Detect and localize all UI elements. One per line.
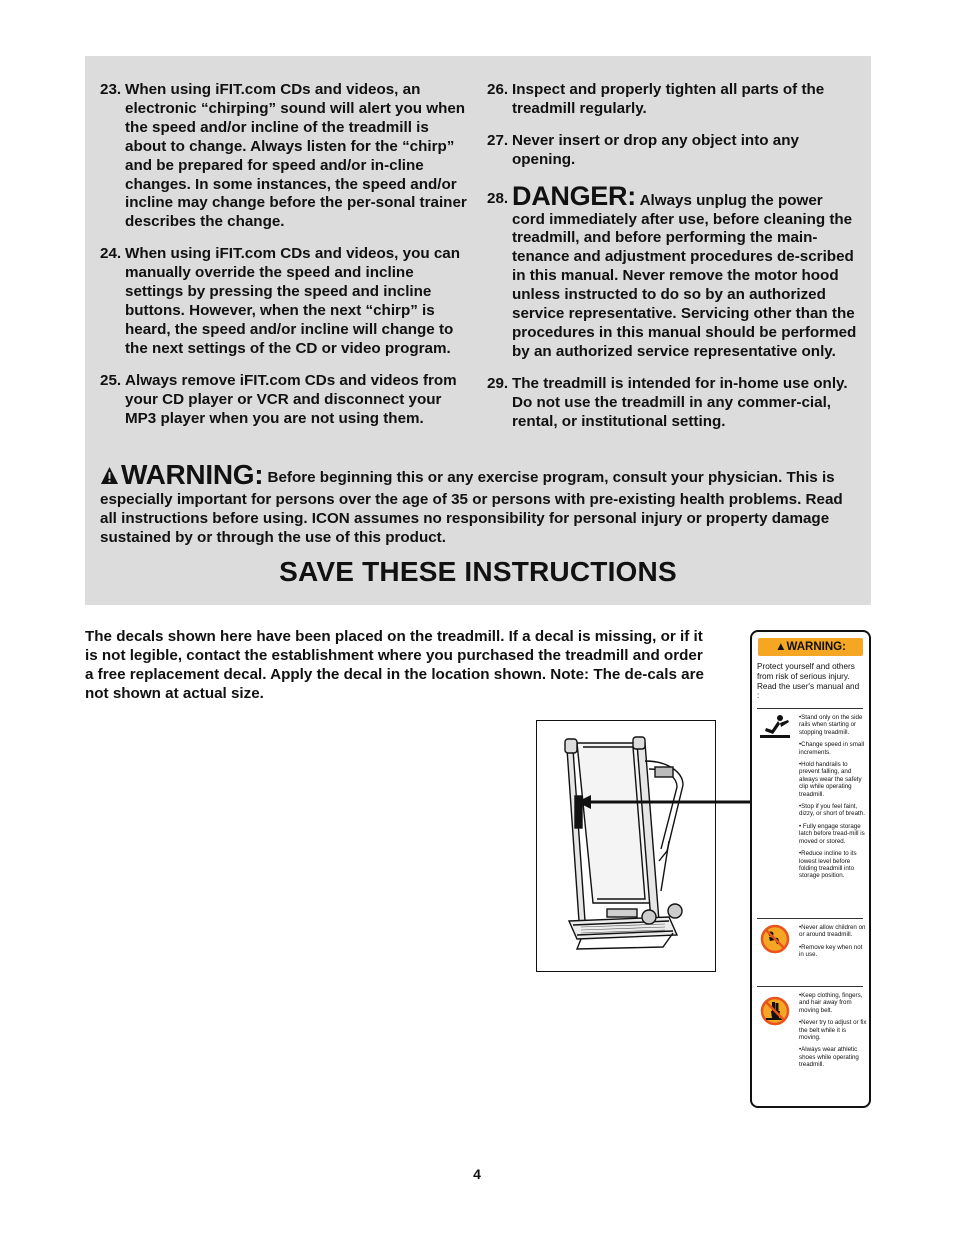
decal-bullet: •Hold handrails to prevent falling, and always wear the safety clip while operating treadmill.	[799, 761, 862, 798]
page-number: 4	[473, 1166, 481, 1182]
decal-divider	[757, 918, 863, 919]
stand-on-rails-icon	[758, 714, 792, 740]
instructions-right-column	[487, 81, 859, 445]
item-number: 25.	[100, 371, 122, 389]
item-number: 29.	[487, 374, 509, 392]
treadmill-illustration	[537, 721, 715, 971]
decal-intro-paragraph: The decals shown here have been placed on the treadmill. If a decal is missing, or if it is not legible, contact the establishment where you purchased the treadmill and order a free replacement decal. Apply the decal in the location shown. Note: The de-cals are not shown at actual size.	[85, 628, 704, 702]
warning-decal	[750, 630, 871, 1108]
item-number: 28.	[487, 189, 509, 207]
decal-bullet: •Remove key when not in use.	[799, 943, 863, 959]
decal-bullet: •Change speed in small increments.	[799, 741, 865, 756]
decal-bullet: •Never try to adjust or fix the belt while it is moving.	[799, 1019, 867, 1042]
instruction-item-28	[487, 180, 859, 362]
warning-label: WARNING:	[121, 459, 264, 490]
item-text: Inspect and properly tighten all parts of the treadmill regularly.	[512, 81, 825, 117]
item-text: Never insert or drop any object into any opening.	[512, 131, 799, 168]
item-text: Always unplug the power cord immediately after use, before cleaning the treadmill, and before performing the main-tenance and adjustment procedures de-scribed in this manual. Never remove the motor hood unless instructed to do so by an authorized service representative. Servicing other than the procedures in this manual should be performed by an authorized service representative only.	[512, 191, 857, 360]
warning-block	[100, 459, 860, 547]
decal-divider	[757, 986, 863, 987]
instruction-item-23	[100, 81, 470, 232]
warning-triangle-icon	[100, 466, 119, 490]
item-number: 27.	[487, 131, 509, 149]
decal-intro-text: Protect yourself and others from risk of serious injury. Read the user's manual and :	[757, 662, 860, 701]
decal-warning-triangle-icon: ▲	[775, 641, 787, 653]
decal-bullet: •Keep clothing, fingers, and hair away from moving belt.	[799, 992, 863, 1014]
warning-text: Before beginning this or any exercise program, consult your physician. This is especially important for persons over the age of 35 or persons with pre-existing health problems. Read all instructions before using. ICON assumes no responsibility for personal injury or property damage sustained by or through the use of this product.	[100, 469, 843, 546]
decal-bullet: • Fully engage storage latch before tread-mill is moved or stored.	[799, 822, 865, 845]
item-text: When using iFIT.com CDs and videos, you can manually override the speed and incline settings by pressing the speed and incline buttons. However, when the next “chirp” is heard, the speed and/or incline will change to the next settings of the CD or video program.	[125, 245, 461, 357]
decal-header-label: WARNING:	[786, 641, 846, 653]
item-text: The treadmill is intended for in-home use only. Do not use the treadmill in any commer-cial, rental, or institutional setting.	[512, 374, 848, 430]
item-number: 26.	[487, 81, 509, 98]
decal-bullet: •Reduce incline to its lowest level before folding treadmill into storage position.	[799, 850, 857, 880]
item-text: Always remove iFIT.com CDs and videos from your CD player or VCR and disconnect your MP3 player when you are not using them.	[125, 371, 457, 427]
no-children-icon	[760, 924, 790, 954]
decal-bullet: •Stand only on the side rails when starting or stopping treadmill.	[799, 714, 863, 736]
instruction-item-27	[487, 132, 859, 170]
item-text: When using iFIT.com CDs and videos, an electronic “chirping” sound will alert you when the speed and/or incline of the treadmill is about to change. Always listen for the “chirp” and be prepared for speed and/or in-cline changes. In some instances, the speed and/or incline may change before the per-sonal trainer describes the change.	[125, 81, 467, 231]
item-number: 23.	[100, 81, 122, 98]
no-hands-near-belt-icon	[760, 996, 790, 1026]
decal-divider	[757, 708, 863, 709]
instruction-item-24	[100, 245, 470, 358]
item-number: 24.	[100, 245, 122, 263]
instruction-item-25	[100, 372, 470, 429]
decal-bullet: •Always wear athletic shoes while operating treadmill.	[799, 1046, 859, 1069]
decal-bullet: •Never allow children on or around treadmill.	[799, 924, 866, 939]
decal-list-children	[799, 924, 867, 964]
decal-list-belt	[799, 992, 867, 1074]
danger-label: DANGER:	[512, 180, 636, 211]
instructions-left-column	[100, 81, 470, 441]
instruction-item-26	[487, 81, 859, 119]
decal-bullet: •Stop if you feel faint, dizzy, or short of breath.	[799, 803, 865, 818]
save-instructions-title: SAVE THESE INSTRUCTIONS	[279, 556, 677, 587]
decal-list-general	[799, 714, 867, 885]
decal-header	[758, 638, 863, 656]
instruction-item-29	[487, 375, 859, 432]
decal-location-arrow	[575, 790, 755, 814]
treadmill-diagram	[536, 720, 716, 972]
